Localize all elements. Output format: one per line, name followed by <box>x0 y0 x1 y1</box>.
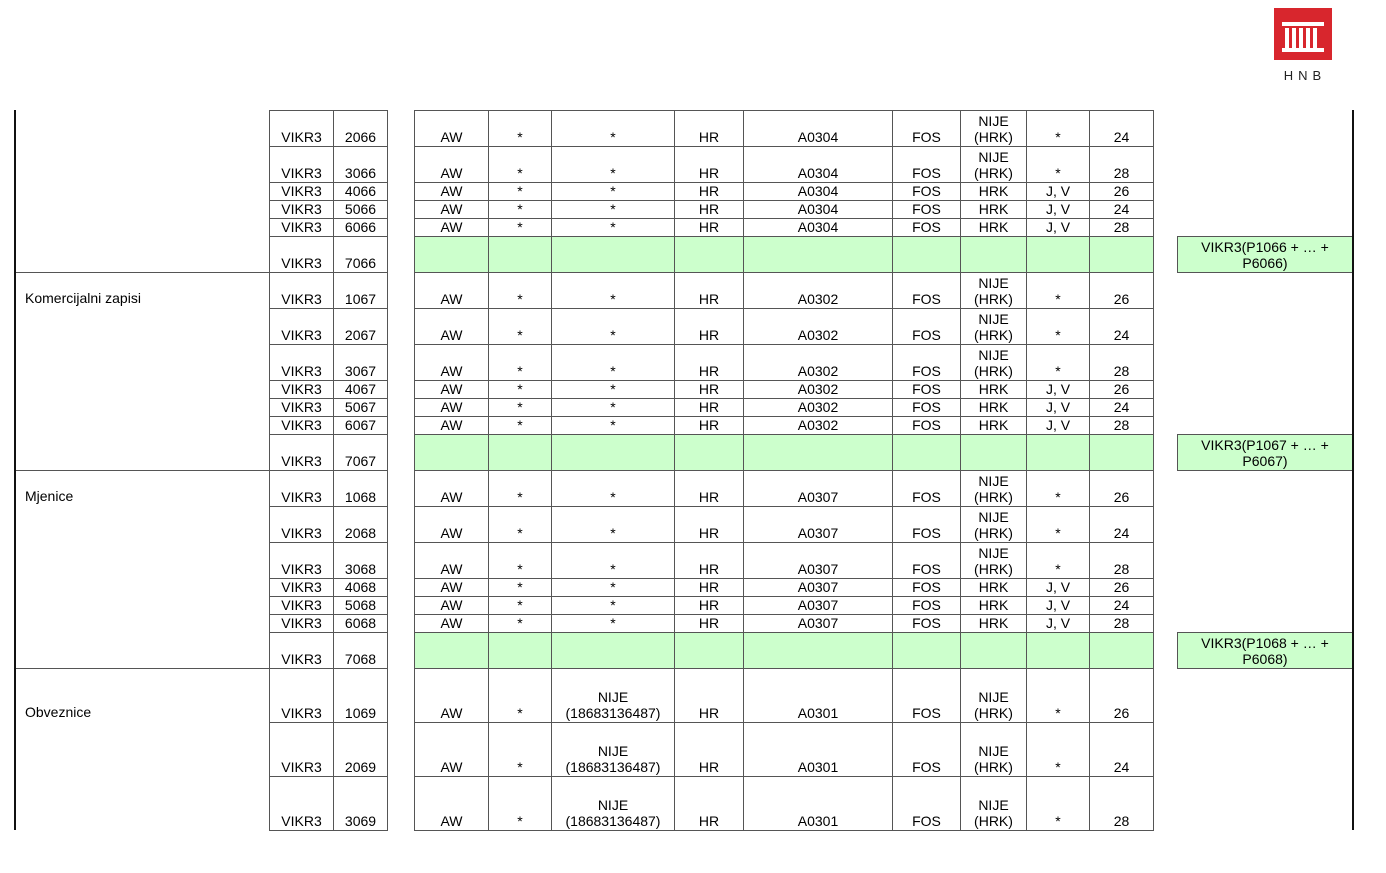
cell-row-number: 6066 <box>333 218 388 237</box>
cell-col-type: J, V <box>1026 182 1090 201</box>
cell-col-oib <box>551 632 675 669</box>
cell-col-star1: * <box>488 398 552 417</box>
table-row <box>0 272 1386 308</box>
cell-col-maturity: 28 <box>1089 416 1154 435</box>
cell-row-number: 7067 <box>333 434 388 471</box>
cell-col-fos: FOS <box>892 542 961 579</box>
table-row <box>0 722 1386 776</box>
cell-code: VIKR3 <box>269 416 334 435</box>
cell-row-number: 1067 <box>333 272 388 309</box>
table-row <box>0 344 1386 380</box>
cell-col-fos: FOS <box>892 722 961 777</box>
cell-code: VIKR3 <box>269 596 334 615</box>
cell-code: VIKR3 <box>269 398 334 417</box>
cell-row-number: 6067 <box>333 416 388 435</box>
cell-col-fos <box>892 434 961 471</box>
cell-col-currency: NIJE (HRK) <box>960 146 1027 183</box>
cell-col-country: HR <box>674 668 744 723</box>
table-row <box>0 200 1386 218</box>
cell-row-number: 4066 <box>333 182 388 201</box>
cell-col-star1: * <box>488 182 552 201</box>
subtotal-formula: VIKR3(P1067 + … + P6067) <box>1177 434 1353 471</box>
cell-col-star1: * <box>488 416 552 435</box>
cell-col-maturity: 24 <box>1089 200 1154 219</box>
cell-col-star1: * <box>488 542 552 579</box>
cell-col-currency: HRK <box>960 596 1027 615</box>
cell-row-number: 6068 <box>333 614 388 633</box>
cell-col-aw: AW <box>414 614 489 633</box>
cell-col-country: HR <box>674 722 744 777</box>
category-separator <box>15 272 269 273</box>
cell-col-instrument: A0307 <box>743 506 893 543</box>
cell-col-currency: NIJE (HRK) <box>960 308 1027 345</box>
cell-col-currency: HRK <box>960 614 1027 633</box>
cell-col-oib: NIJE (18683136487) <box>551 722 675 777</box>
cell-col-star1: * <box>488 110 552 147</box>
cell-col-type: * <box>1026 272 1090 309</box>
table-row <box>0 434 1386 470</box>
cell-col-star1: * <box>488 614 552 633</box>
cell-col-maturity: 28 <box>1089 344 1154 381</box>
table-row <box>0 236 1386 272</box>
cell-col-country: HR <box>674 110 744 147</box>
cell-col-currency: HRK <box>960 182 1027 201</box>
cell-col-country: HR <box>674 776 744 831</box>
cell-col-country: HR <box>674 344 744 381</box>
table-row <box>0 614 1386 632</box>
cell-col-type: * <box>1026 470 1090 507</box>
table-row <box>0 308 1386 344</box>
cell-col-maturity: 28 <box>1089 614 1154 633</box>
cell-col-aw <box>414 434 489 471</box>
cell-col-aw: AW <box>414 668 489 723</box>
cell-col-instrument: A0304 <box>743 110 893 147</box>
category-label: Mjenice <box>25 488 74 504</box>
cell-col-maturity: 26 <box>1089 182 1154 201</box>
cell-col-currency: NIJE (HRK) <box>960 110 1027 147</box>
cell-col-star1: * <box>488 344 552 381</box>
cell-col-oib: * <box>551 344 675 381</box>
cell-col-star1 <box>488 632 552 669</box>
cell-col-type: * <box>1026 722 1090 777</box>
cell-col-fos: FOS <box>892 470 961 507</box>
cell-row-number: 3069 <box>333 776 388 831</box>
cell-col-maturity: 28 <box>1089 776 1154 831</box>
cell-row-number: 2068 <box>333 506 388 543</box>
cell-col-oib: * <box>551 218 675 237</box>
cell-col-type: J, V <box>1026 380 1090 399</box>
cell-col-fos: FOS <box>892 308 961 345</box>
cell-col-star1 <box>488 434 552 471</box>
cell-col-oib: * <box>551 272 675 309</box>
cell-code: VIKR3 <box>269 200 334 219</box>
cell-col-fos: FOS <box>892 380 961 399</box>
table-row <box>0 416 1386 434</box>
cell-col-country: HR <box>674 398 744 417</box>
cell-col-aw: AW <box>414 470 489 507</box>
cell-code: VIKR3 <box>269 110 334 147</box>
cell-code: VIKR3 <box>269 182 334 201</box>
cell-col-country: HR <box>674 200 744 219</box>
right-border <box>1352 110 1354 830</box>
cell-col-aw: AW <box>414 578 489 597</box>
left-border <box>14 110 16 830</box>
cell-col-currency: NIJE (HRK) <box>960 542 1027 579</box>
cell-col-type: J, V <box>1026 398 1090 417</box>
cell-col-star1: * <box>488 776 552 831</box>
cell-col-fos: FOS <box>892 146 961 183</box>
cell-col-aw: AW <box>414 344 489 381</box>
cell-col-aw: AW <box>414 542 489 579</box>
cell-col-country: HR <box>674 146 744 183</box>
cell-col-country: HR <box>674 218 744 237</box>
cell-col-aw: AW <box>414 416 489 435</box>
cell-col-fos: FOS <box>892 596 961 615</box>
cell-col-type <box>1026 434 1090 471</box>
cell-col-type: J, V <box>1026 596 1090 615</box>
cell-col-fos <box>892 236 961 273</box>
cell-col-instrument: A0307 <box>743 470 893 507</box>
table-row <box>0 668 1386 722</box>
cell-col-fos: FOS <box>892 578 961 597</box>
cell-col-oib: * <box>551 614 675 633</box>
cell-col-currency: NIJE (HRK) <box>960 776 1027 831</box>
table-row <box>0 146 1386 182</box>
cell-row-number: 3067 <box>333 344 388 381</box>
cell-col-instrument: A0304 <box>743 218 893 237</box>
cell-code: VIKR3 <box>269 470 334 507</box>
cell-col-country: HR <box>674 596 744 615</box>
cell-col-currency: NIJE (HRK) <box>960 344 1027 381</box>
cell-col-oib: NIJE (18683136487) <box>551 776 675 831</box>
cell-col-fos <box>892 632 961 669</box>
cell-col-oib: * <box>551 596 675 615</box>
cell-col-instrument <box>743 632 893 669</box>
cell-col-maturity: 28 <box>1089 218 1154 237</box>
cell-col-country: HR <box>674 308 744 345</box>
cell-col-fos: FOS <box>892 218 961 237</box>
cell-col-country: HR <box>674 506 744 543</box>
cell-col-oib: * <box>551 110 675 147</box>
cell-col-country: HR <box>674 272 744 309</box>
cell-col-fos: FOS <box>892 506 961 543</box>
cell-col-oib: * <box>551 470 675 507</box>
cell-code: VIKR3 <box>269 308 334 345</box>
cell-code: VIKR3 <box>269 776 334 831</box>
cell-col-type: J, V <box>1026 614 1090 633</box>
cell-code: VIKR3 <box>269 668 334 723</box>
cell-col-type: * <box>1026 308 1090 345</box>
cell-col-oib: * <box>551 182 675 201</box>
cell-col-type: J, V <box>1026 578 1090 597</box>
cell-col-country: HR <box>674 380 744 399</box>
cell-col-aw: AW <box>414 380 489 399</box>
cell-col-fos: FOS <box>892 200 961 219</box>
cell-col-star1: * <box>488 722 552 777</box>
cell-col-oib: * <box>551 506 675 543</box>
cell-col-aw: AW <box>414 200 489 219</box>
cell-col-instrument: A0307 <box>743 596 893 615</box>
cell-col-currency: NIJE (HRK) <box>960 506 1027 543</box>
cell-col-instrument: A0307 <box>743 614 893 633</box>
cell-col-instrument: A0301 <box>743 668 893 723</box>
cell-col-oib: NIJE (18683136487) <box>551 668 675 723</box>
cell-col-type: * <box>1026 506 1090 543</box>
table-row <box>0 110 1386 146</box>
cell-col-star1: * <box>488 596 552 615</box>
cell-col-aw <box>414 632 489 669</box>
cell-col-maturity: 24 <box>1089 596 1154 615</box>
table-row <box>0 218 1386 236</box>
cell-col-star1: * <box>488 218 552 237</box>
cell-col-currency: HRK <box>960 200 1027 219</box>
cell-row-number: 5068 <box>333 596 388 615</box>
cell-col-maturity: 26 <box>1089 272 1154 309</box>
cell-col-instrument: A0307 <box>743 578 893 597</box>
cell-col-oib: * <box>551 308 675 345</box>
cell-col-star1: * <box>488 272 552 309</box>
cell-col-instrument: A0304 <box>743 200 893 219</box>
cell-col-country: HR <box>674 182 744 201</box>
cell-code: VIKR3 <box>269 506 334 543</box>
cell-col-star1: * <box>488 578 552 597</box>
cell-code: VIKR3 <box>269 632 334 669</box>
cell-col-instrument: A0302 <box>743 272 893 309</box>
cell-col-type: * <box>1026 344 1090 381</box>
table-row <box>0 380 1386 398</box>
cell-code: VIKR3 <box>269 236 334 273</box>
cell-col-oib: * <box>551 542 675 579</box>
cell-code: VIKR3 <box>269 380 334 399</box>
cell-col-instrument <box>743 434 893 471</box>
cell-col-type <box>1026 236 1090 273</box>
cell-col-star1 <box>488 236 552 273</box>
table-row <box>0 776 1386 830</box>
cell-col-fos: FOS <box>892 182 961 201</box>
cell-col-type: * <box>1026 776 1090 831</box>
cell-col-country: HR <box>674 416 744 435</box>
cell-row-number: 7066 <box>333 236 388 273</box>
cell-col-aw: AW <box>414 272 489 309</box>
table-row <box>0 632 1386 668</box>
cell-col-instrument: A0302 <box>743 398 893 417</box>
cell-code: VIKR3 <box>269 146 334 183</box>
cell-col-maturity: 26 <box>1089 578 1154 597</box>
cell-row-number: 3068 <box>333 542 388 579</box>
table-row <box>0 578 1386 596</box>
cell-code: VIKR3 <box>269 614 334 633</box>
cell-col-fos: FOS <box>892 416 961 435</box>
cell-col-aw: AW <box>414 308 489 345</box>
cell-code: VIKR3 <box>269 218 334 237</box>
cell-col-country: HR <box>674 470 744 507</box>
cell-col-star1: * <box>488 506 552 543</box>
cell-code: VIKR3 <box>269 542 334 579</box>
cell-col-maturity <box>1089 236 1154 273</box>
cell-col-maturity <box>1089 632 1154 669</box>
cell-col-fos: FOS <box>892 344 961 381</box>
cell-col-currency: HRK <box>960 416 1027 435</box>
category-label: Obveznice <box>25 704 92 720</box>
table-row <box>0 596 1386 614</box>
cell-col-type: * <box>1026 146 1090 183</box>
cell-col-instrument: A0307 <box>743 542 893 579</box>
cell-col-country: HR <box>674 614 744 633</box>
cell-col-aw <box>414 236 489 273</box>
cell-col-oib: * <box>551 200 675 219</box>
cell-row-number: 1069 <box>333 668 388 723</box>
cell-col-country: HR <box>674 542 744 579</box>
cell-col-instrument: A0301 <box>743 722 893 777</box>
cell-col-currency: NIJE (HRK) <box>960 722 1027 777</box>
cell-col-type: * <box>1026 542 1090 579</box>
cell-col-instrument: A0301 <box>743 776 893 831</box>
cell-code: VIKR3 <box>269 434 334 471</box>
cell-row-number: 1068 <box>333 470 388 507</box>
cell-col-maturity: 26 <box>1089 668 1154 723</box>
cell-col-type: * <box>1026 668 1090 723</box>
cell-row-number: 2067 <box>333 308 388 345</box>
cell-col-star1: * <box>488 146 552 183</box>
cell-col-instrument: A0302 <box>743 416 893 435</box>
cell-col-instrument: A0302 <box>743 344 893 381</box>
cell-col-aw: AW <box>414 398 489 417</box>
cell-col-maturity: 24 <box>1089 398 1154 417</box>
cell-code: VIKR3 <box>269 578 334 597</box>
cell-col-instrument: A0304 <box>743 146 893 183</box>
cell-col-aw: AW <box>414 218 489 237</box>
cell-col-type <box>1026 632 1090 669</box>
cell-col-fos: FOS <box>892 776 961 831</box>
cell-col-fos: FOS <box>892 614 961 633</box>
category-label: Komercijalni zapisi <box>25 290 141 306</box>
cell-col-fos: FOS <box>892 110 961 147</box>
cell-col-maturity: 26 <box>1089 380 1154 399</box>
table-row <box>0 542 1386 578</box>
cell-col-oib: * <box>551 398 675 417</box>
table-row <box>0 398 1386 416</box>
cell-col-country: HR <box>674 578 744 597</box>
cell-col-currency <box>960 236 1027 273</box>
subtotal-formula: VIKR3(P1068 + … + P6068) <box>1177 632 1353 669</box>
cell-col-star1: * <box>488 200 552 219</box>
cell-row-number: 4068 <box>333 578 388 597</box>
cell-col-maturity: 24 <box>1089 308 1154 345</box>
cell-col-aw: AW <box>414 722 489 777</box>
cell-col-oib: * <box>551 416 675 435</box>
cell-col-star1: * <box>488 668 552 723</box>
cell-col-type: J, V <box>1026 218 1090 237</box>
cell-col-maturity <box>1089 434 1154 471</box>
cell-col-maturity: 24 <box>1089 110 1154 147</box>
cell-col-type: J, V <box>1026 200 1090 219</box>
cell-col-aw: AW <box>414 776 489 831</box>
cell-col-instrument: A0302 <box>743 380 893 399</box>
cell-col-oib: * <box>551 380 675 399</box>
cell-col-oib: * <box>551 578 675 597</box>
cell-col-currency: HRK <box>960 398 1027 417</box>
cell-col-aw: AW <box>414 146 489 183</box>
cell-col-currency <box>960 434 1027 471</box>
cell-row-number: 7068 <box>333 632 388 669</box>
cell-col-currency: HRK <box>960 578 1027 597</box>
cell-col-currency: HRK <box>960 380 1027 399</box>
cell-row-number: 3066 <box>333 146 388 183</box>
cell-col-maturity: 24 <box>1089 506 1154 543</box>
hnb-logo-text: HNB <box>1283 68 1327 83</box>
cell-col-type: * <box>1026 110 1090 147</box>
cell-col-star1: * <box>488 470 552 507</box>
cell-col-currency: NIJE (HRK) <box>960 272 1027 309</box>
cell-col-aw: AW <box>414 596 489 615</box>
cell-code: VIKR3 <box>269 272 334 309</box>
cell-row-number: 4067 <box>333 380 388 399</box>
cell-col-oib <box>551 236 675 273</box>
cell-col-instrument: A0302 <box>743 308 893 345</box>
cell-col-aw: AW <box>414 182 489 201</box>
cell-col-oib <box>551 434 675 471</box>
cell-col-country <box>674 632 744 669</box>
cell-col-currency: NIJE (HRK) <box>960 668 1027 723</box>
cell-col-aw: AW <box>414 506 489 543</box>
cell-col-currency: NIJE (HRK) <box>960 470 1027 507</box>
cell-col-country <box>674 236 744 273</box>
cell-col-currency: HRK <box>960 218 1027 237</box>
category-separator <box>15 668 269 669</box>
cell-col-oib: * <box>551 146 675 183</box>
cell-col-maturity: 24 <box>1089 722 1154 777</box>
cell-col-country <box>674 434 744 471</box>
cell-col-instrument <box>743 236 893 273</box>
cell-code: VIKR3 <box>269 722 334 777</box>
cell-col-maturity: 26 <box>1089 470 1154 507</box>
cell-col-star1: * <box>488 380 552 399</box>
cell-col-maturity: 28 <box>1089 542 1154 579</box>
cell-col-instrument: A0304 <box>743 182 893 201</box>
cell-col-fos: FOS <box>892 398 961 417</box>
cell-col-fos: FOS <box>892 272 961 309</box>
cell-col-currency <box>960 632 1027 669</box>
cell-row-number: 5066 <box>333 200 388 219</box>
cell-col-aw: AW <box>414 110 489 147</box>
subtotal-formula: VIKR3(P1066 + … + P6066) <box>1177 236 1353 273</box>
cell-row-number: 5067 <box>333 398 388 417</box>
cell-col-fos: FOS <box>892 668 961 723</box>
cell-col-type: J, V <box>1026 416 1090 435</box>
table-row <box>0 182 1386 200</box>
table-row <box>0 470 1386 506</box>
category-separator <box>15 470 269 471</box>
cell-code: VIKR3 <box>269 344 334 381</box>
cell-col-star1: * <box>488 308 552 345</box>
cell-row-number: 2069 <box>333 722 388 777</box>
cell-col-maturity: 28 <box>1089 146 1154 183</box>
cell-row-number: 2066 <box>333 110 388 147</box>
table-row <box>0 506 1386 542</box>
